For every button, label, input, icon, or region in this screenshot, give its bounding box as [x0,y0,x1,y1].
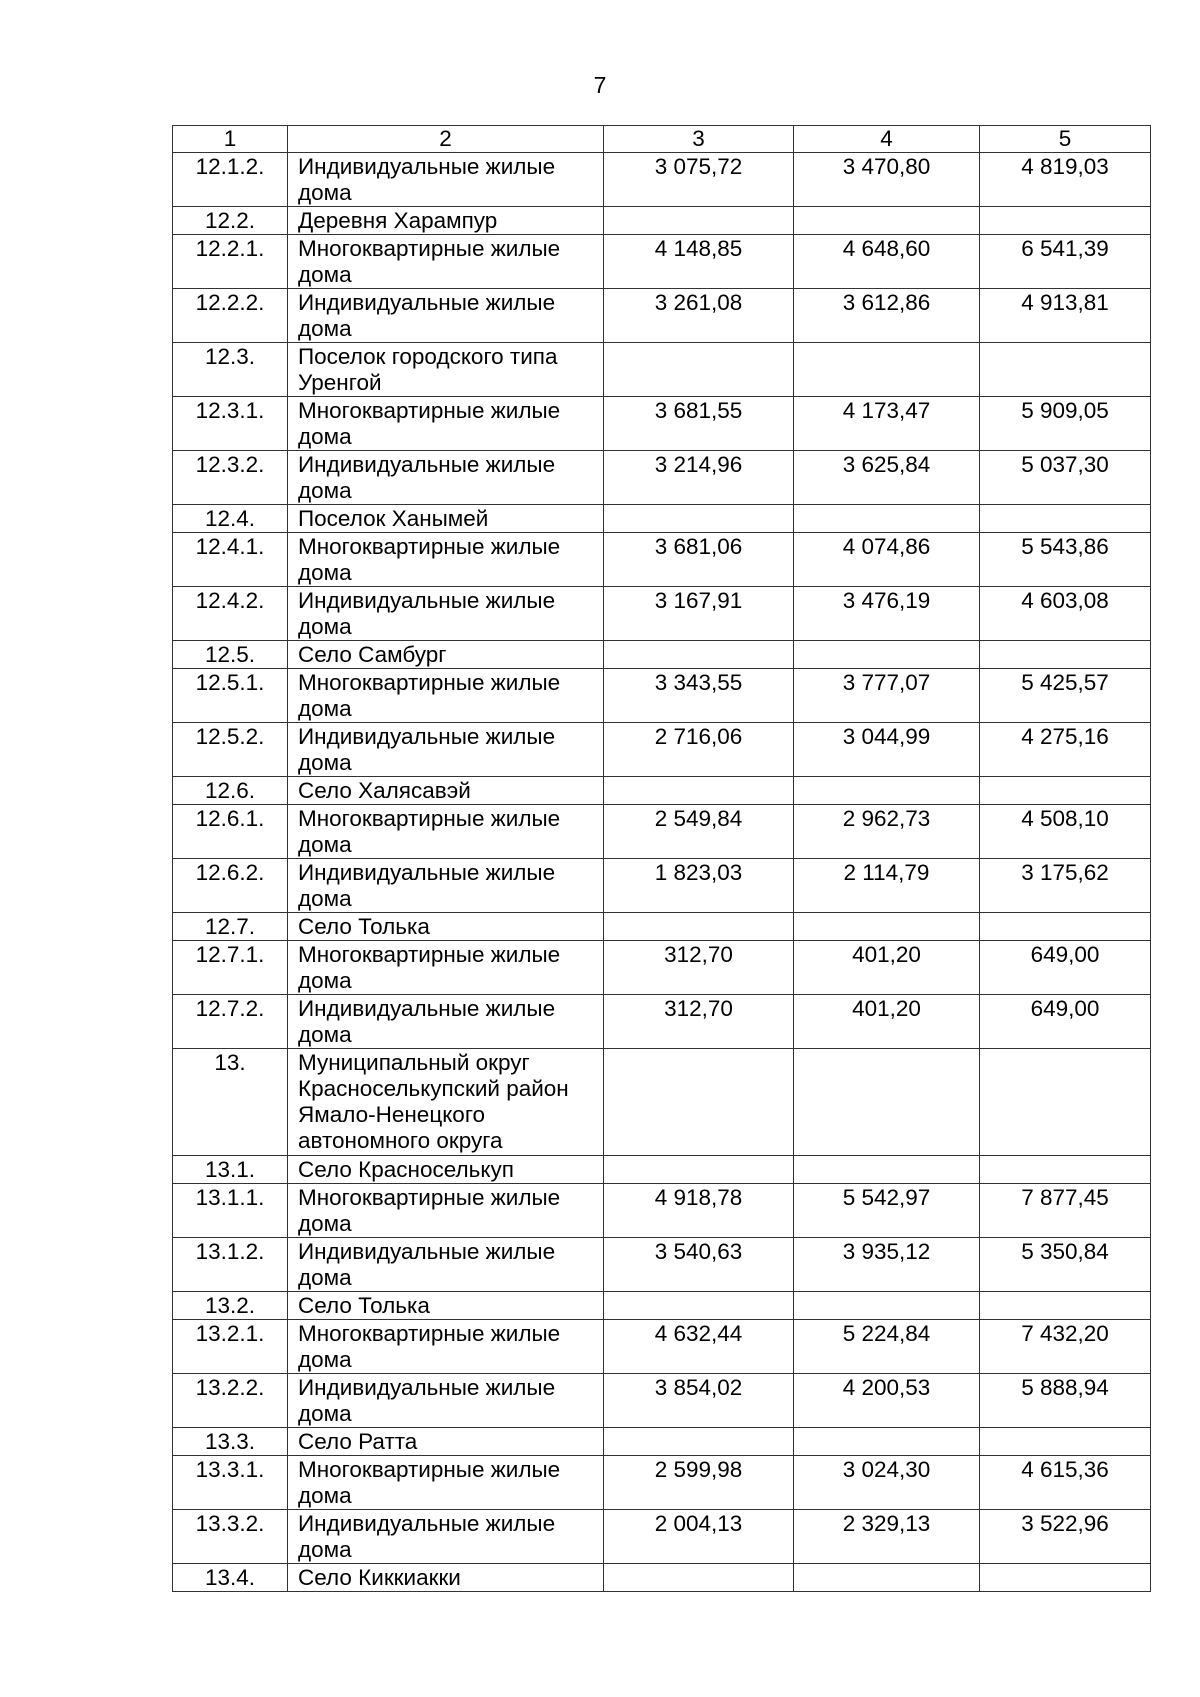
value-col3-cell: 3 214,96 [604,451,794,505]
value-col5-cell [980,641,1151,669]
row-number-cell: 12.2.2. [173,289,288,343]
value-col3-cell [604,343,794,397]
value-col4-cell [794,1564,980,1592]
value-col4-cell [794,1292,980,1320]
row-number-cell: 12.4.2. [173,587,288,641]
value-col4-cell [794,343,980,397]
table-row [173,343,1151,397]
value-col5-cell [980,1292,1151,1320]
header-row [173,126,1151,153]
value-col5-cell [980,1049,1151,1156]
value-col3-cell [604,505,794,533]
value-col5-cell: 4 275,16 [980,723,1151,777]
value-col5-cell: 4 615,36 [980,1456,1151,1510]
value-col3-cell [604,1156,794,1184]
row-name-cell: Поселок городского типа Уренгой [288,343,604,397]
value-col5-cell: 5 888,94 [980,1374,1151,1428]
row-name-cell: Село Киккиакки [288,1564,604,1592]
value-col5-cell [980,1156,1151,1184]
value-col3-cell [604,207,794,235]
value-col4-cell: 3 024,30 [794,1456,980,1510]
row-number-cell: 12.6. [173,777,288,805]
value-col3-cell [604,1049,794,1156]
value-col4-cell: 3 935,12 [794,1238,980,1292]
value-col4-cell [794,1156,980,1184]
value-col3-cell [604,1292,794,1320]
table-row [173,941,1151,995]
table-row [173,207,1151,235]
row-name-cell: Село Толька [288,913,604,941]
value-col3-cell: 4 148,85 [604,235,794,289]
value-col4-cell [794,913,980,941]
value-col3-cell: 1 823,03 [604,859,794,913]
value-col5-cell: 5 425,57 [980,669,1151,723]
value-col3-cell [604,641,794,669]
table-row [173,1184,1151,1238]
row-number-cell: 12.7. [173,913,288,941]
table-row [173,777,1151,805]
value-col4-cell: 2 329,13 [794,1510,980,1564]
value-col5-cell: 7 877,45 [980,1184,1151,1238]
value-col4-cell [794,505,980,533]
row-name-cell: Индивидуальные жилые дома [288,1238,604,1292]
value-col5-cell: 4 819,03 [980,153,1151,207]
row-name-cell: Многоквартирные жилые дома [288,941,604,995]
value-col4-cell: 3 470,80 [794,153,980,207]
row-name-cell: Многоквартирные жилые дома [288,235,604,289]
row-name-cell: Деревня Харампур [288,207,604,235]
row-number-cell: 13.1.2. [173,1238,288,1292]
value-col5-cell: 5 037,30 [980,451,1151,505]
table-header [173,126,1151,153]
value-col5-cell: 4 508,10 [980,805,1151,859]
row-name-cell: Многоквартирные жилые дома [288,669,604,723]
table-row [173,1049,1151,1156]
value-col5-cell [980,207,1151,235]
row-number-cell: 12.6.2. [173,859,288,913]
value-col5-cell [980,777,1151,805]
table-row [173,1238,1151,1292]
value-col5-cell [980,505,1151,533]
value-col3-cell: 3 681,55 [604,397,794,451]
row-name-cell: Село Ратта [288,1428,604,1456]
row-name-cell: Индивидуальные жилые дома [288,289,604,343]
row-name-cell: Индивидуальные жилые дома [288,451,604,505]
table-row [173,641,1151,669]
value-col4-cell: 4 200,53 [794,1374,980,1428]
row-name-cell: Многоквартирные жилые дома [288,1320,604,1374]
value-col4-cell: 2 962,73 [794,805,980,859]
value-col4-cell: 4 074,86 [794,533,980,587]
row-name-cell: Индивидуальные жилые дома [288,1510,604,1564]
row-name-cell: Многоквартирные жилые дома [288,1456,604,1510]
value-col5-cell: 5 909,05 [980,397,1151,451]
row-number-cell: 12.6.1. [173,805,288,859]
row-name-cell: Индивидуальные жилые дома [288,1374,604,1428]
value-col4-cell: 4 648,60 [794,235,980,289]
value-col5-cell: 7 432,20 [980,1320,1151,1374]
table-row [173,1320,1151,1374]
row-name-cell: Многоквартирные жилые дома [288,533,604,587]
value-col5-cell: 4 913,81 [980,289,1151,343]
value-col5-cell: 649,00 [980,995,1151,1049]
value-col5-cell: 649,00 [980,941,1151,995]
row-name-cell: Индивидуальные жилые дома [288,859,604,913]
value-col3-cell: 312,70 [604,941,794,995]
value-col3-cell: 3 343,55 [604,669,794,723]
value-col3-cell: 2 549,84 [604,805,794,859]
row-name-cell: Индивидуальные жилые дома [288,723,604,777]
value-col3-cell: 2 004,13 [604,1510,794,1564]
table-row [173,995,1151,1049]
value-col5-cell: 4 603,08 [980,587,1151,641]
value-col5-cell [980,1564,1151,1592]
value-col5-cell: 5 543,86 [980,533,1151,587]
row-name-cell: Многоквартирные жилые дома [288,805,604,859]
value-col4-cell: 401,20 [794,941,980,995]
table-row [173,451,1151,505]
table-row [173,505,1151,533]
value-col4-cell [794,641,980,669]
value-col3-cell: 2 716,06 [604,723,794,777]
column-header-1: 1 [173,126,288,153]
value-col5-cell [980,1428,1151,1456]
value-col4-cell: 3 625,84 [794,451,980,505]
value-col5-cell: 5 350,84 [980,1238,1151,1292]
value-col5-cell [980,913,1151,941]
value-col4-cell: 3 044,99 [794,723,980,777]
row-number-cell: 13. [173,1049,288,1156]
table-row [173,913,1151,941]
row-number-cell: 12.2.1. [173,235,288,289]
value-col4-cell [794,1049,980,1156]
table-row [173,1510,1151,1564]
table-row [173,1156,1151,1184]
row-number-cell: 13.2.2. [173,1374,288,1428]
value-col3-cell: 312,70 [604,995,794,1049]
row-number-cell: 12.3.1. [173,397,288,451]
table-row [173,805,1151,859]
row-number-cell: 12.5. [173,641,288,669]
table-row [173,723,1151,777]
value-col4-cell [794,777,980,805]
row-name-cell: Поселок Ханымей [288,505,604,533]
row-number-cell: 13.4. [173,1564,288,1592]
row-name-cell: Село Красноселькуп [288,1156,604,1184]
table-row [173,533,1151,587]
value-col4-cell: 2 114,79 [794,859,980,913]
row-number-cell: 12.1.2. [173,153,288,207]
row-name-cell: Индивидуальные жилые дома [288,995,604,1049]
table-row [173,859,1151,913]
column-header-2: 2 [288,126,604,153]
row-number-cell: 13.2.1. [173,1320,288,1374]
value-col3-cell: 3 540,63 [604,1238,794,1292]
value-col4-cell: 3 476,19 [794,587,980,641]
row-name-cell: Село Толька [288,1292,604,1320]
value-col3-cell: 2 599,98 [604,1456,794,1510]
value-col3-cell [604,777,794,805]
value-col4-cell: 3 777,07 [794,669,980,723]
row-number-cell: 13.1. [173,1156,288,1184]
value-col4-cell [794,1428,980,1456]
row-name-cell: Многоквартирные жилые дома [288,1184,604,1238]
value-col5-cell: 3 522,96 [980,1510,1151,1564]
value-col3-cell [604,1428,794,1456]
table-row [173,669,1151,723]
column-header-3: 3 [604,126,794,153]
row-name-cell: Село Халясавэй [288,777,604,805]
value-col3-cell: 3 261,08 [604,289,794,343]
row-number-cell: 13.3. [173,1428,288,1456]
row-number-cell: 13.3.2. [173,1510,288,1564]
value-col3-cell: 3 167,91 [604,587,794,641]
page-number: 7 [593,72,607,98]
value-col3-cell: 3 681,06 [604,533,794,587]
value-col3-cell: 3 854,02 [604,1374,794,1428]
value-col5-cell: 3 175,62 [980,859,1151,913]
value-col4-cell: 4 173,47 [794,397,980,451]
table-row [173,1292,1151,1320]
table-row [173,1428,1151,1456]
row-number-cell: 12.5.1. [173,669,288,723]
value-col5-cell [980,343,1151,397]
table-row [173,153,1151,207]
table-row [173,397,1151,451]
row-number-cell: 12.4. [173,505,288,533]
row-number-cell: 12.7.1. [173,941,288,995]
row-name-cell: Село Самбург [288,641,604,669]
column-header-5: 5 [980,126,1151,153]
column-header-4: 4 [794,126,980,153]
value-col3-cell: 4 918,78 [604,1184,794,1238]
row-number-cell: 13.3.1. [173,1456,288,1510]
value-col4-cell [794,207,980,235]
row-name-cell: Муниципальный округ Красноселькупский район Ямало-Ненецкого автономного округа [288,1049,604,1156]
table-row [173,289,1151,343]
table-row [173,1564,1151,1592]
value-col3-cell [604,913,794,941]
value-col3-cell: 3 075,72 [604,153,794,207]
table-row [173,1374,1151,1428]
row-number-cell: 12.7.2. [173,995,288,1049]
row-name-cell: Многоквартирные жилые дома [288,397,604,451]
value-col4-cell: 5 224,84 [794,1320,980,1374]
value-col5-cell: 6 541,39 [980,235,1151,289]
table-body [173,153,1151,1592]
table-row [173,1456,1151,1510]
value-col4-cell: 3 612,86 [794,289,980,343]
value-col4-cell: 5 542,97 [794,1184,980,1238]
table-row [173,587,1151,641]
row-name-cell: Индивидуальные жилые дома [288,587,604,641]
row-number-cell: 13.1.1. [173,1184,288,1238]
value-col3-cell [604,1564,794,1592]
row-number-cell: 13.2. [173,1292,288,1320]
value-col3-cell: 4 632,44 [604,1320,794,1374]
row-number-cell: 12.3. [173,343,288,397]
row-number-cell: 12.5.2. [173,723,288,777]
row-name-cell: Индивидуальные жилые дома [288,153,604,207]
value-col4-cell: 401,20 [794,995,980,1049]
row-number-cell: 12.3.2. [173,451,288,505]
tariff-table [172,125,1151,1592]
row-number-cell: 12.4.1. [173,533,288,587]
row-number-cell: 12.2. [173,207,288,235]
table-row [173,235,1151,289]
